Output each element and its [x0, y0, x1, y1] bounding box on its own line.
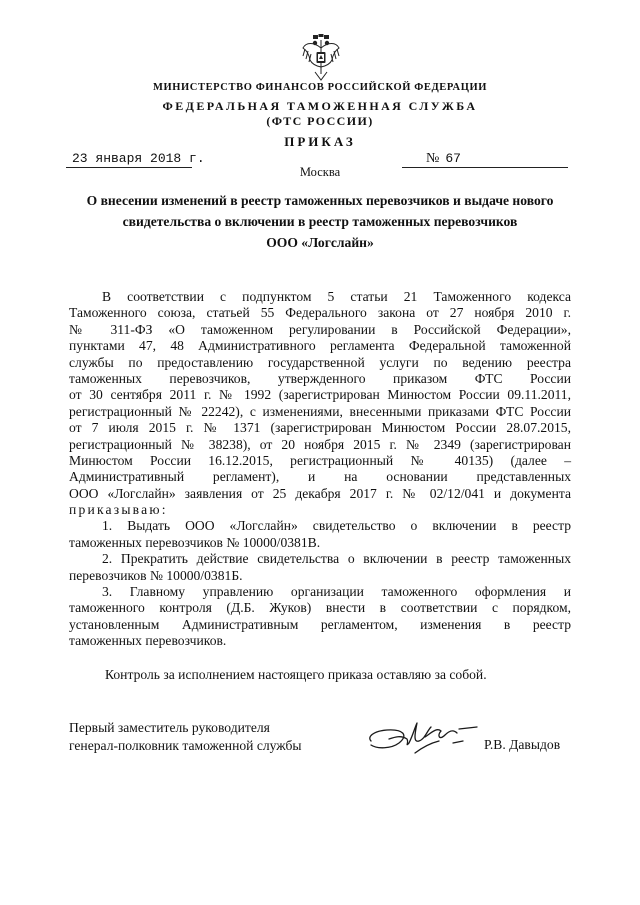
subject-line: О внесении изменений в реестр таможенных перевозчиков и выдаче нового — [86, 193, 554, 208]
preamble-line: регистрационный № 38238), от 20 ноября 2015 г. № 2349 (зарегистрирован — [69, 436, 571, 452]
item-3-line: 3. Главному управлению организации таможенного оформления и — [102, 584, 571, 600]
signatory-title — [69, 719, 302, 755]
order-body — [69, 289, 571, 650]
service-heading: ФЕДЕРАЛЬНАЯ ТАМОЖЕННАЯ СЛУЖБА — [162, 99, 478, 113]
item-2-line: перевозчиков № 10000/0381Б. — [69, 567, 243, 583]
order-date: 23 января 2018 г. — [72, 151, 205, 166]
preamble-line: В соответствии с подпунктом 5 статьи 21 Таможенного кодекса — [102, 289, 571, 304]
preamble-line: ООО «Логслайн» заявления от 25 декабря 2017 г. № 02/12/041 и документа — [69, 485, 571, 501]
subject-line: ООО «Логслайн» — [266, 235, 374, 250]
service-abbreviation: (ФТС РОССИИ) — [266, 114, 374, 128]
document-type-title: ПРИКАЗ — [284, 134, 356, 149]
number-sign: № — [426, 151, 440, 166]
preamble-line: пунктами 47, 48 Административного регламента Федеральной таможенной — [69, 338, 571, 354]
item-2-line: 2. Прекратить действие свидетельства о включении в реестр таможенных — [102, 551, 571, 567]
preamble-line: Таможенного союза, статьей 55 Федерального закона от 27 ноября 2010 г. — [69, 305, 571, 321]
item-3-line: таможенного контроля (Д.Б. Жуков) внести в соответствии с порядком, — [69, 600, 571, 616]
control-statement: Контроль за исполнением настоящего приказа оставляю за собой. — [105, 667, 487, 682]
preamble-line: службы по предоставлению государственной услуги по ведению реестра — [69, 354, 571, 370]
coat-of-arms-emblem — [300, 34, 342, 84]
subject-line: свидетельства о включении в реестр таможенных перевозчиков — [122, 214, 518, 229]
preamble-line: № 311-ФЗ «О таможенном регулировании в Российской Федерации», — [69, 321, 571, 337]
item-1-line: таможенных перевозчиков № 10000/0381В. — [69, 534, 321, 550]
preamble-line: таможенных перевозчиков, утвержденного приказом ФТС России — [69, 370, 571, 386]
ministry-heading: МИНИСТЕРСТВО ФИНАНСОВ РОССИЙСКОЙ ФЕДЕРАЦИИ — [152, 82, 488, 93]
order-word: приказываю: — [69, 502, 168, 518]
item-3-line: установленным Административным регламентом, изменения в реестр — [69, 616, 571, 632]
preamble-line: от 7 июля 2015 г. № 1371 (зарегистрирован Минюстом России 28.07.2015, — [69, 420, 571, 436]
preamble-line: от 30 сентября 2011 г. № 1992 (зарегистрирован Минюстом России 09.11.2011, — [69, 387, 571, 403]
city-label: Москва — [299, 165, 341, 179]
preamble-line: Минюстом России 16.12.2015, регистрационный № 40135) (далее – — [69, 452, 571, 468]
signatory-title-line: Первый заместитель руководителя — [69, 720, 270, 735]
preamble-line: Административный регламент), и на основании представленных — [69, 469, 571, 485]
order-number: 67 — [445, 151, 461, 166]
preamble-line: регистрационный № 22242), с изменениями, внесенными приказами ФТС России — [69, 403, 571, 419]
signatory-title-line: генерал-полковник таможенной службы — [69, 738, 302, 753]
item-1-line: 1. Выдать ООО «Логслайн» свидетельство о включении в реестр — [102, 518, 571, 534]
signatory-name: Р.В. Давыдов — [484, 737, 561, 752]
item-3-line: таможенных перевозчиков. — [69, 633, 227, 649]
handwritten-signature — [365, 713, 483, 761]
order-subject — [70, 190, 570, 253]
